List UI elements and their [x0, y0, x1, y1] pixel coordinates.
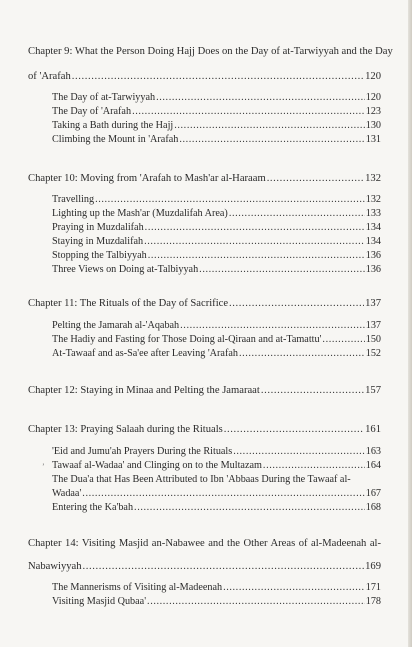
page-number: 161 [365, 424, 381, 435]
page-number: 136 [365, 250, 381, 261]
toc-entry[interactable] [52, 488, 381, 499]
entry-title: Climbing the Mount in 'Arafah [52, 134, 179, 145]
page-spine-shadow [408, 0, 412, 647]
page-number: 168 [365, 502, 381, 513]
entry-title: Taking a Bath during the Hajj [52, 120, 174, 131]
leader-dots [145, 222, 365, 233]
entry-title: Tawaaf al-Wadaa' and Clinging on to the Multazam [52, 460, 262, 471]
entry-title: The Day of 'Arafah [52, 106, 132, 117]
chapter-title: Chapter 12: Staying in Minaa and Pelting the Jamaraat [28, 385, 260, 396]
toc-entry[interactable] [52, 236, 381, 247]
entry-title: The Hadiy and Fasting for Those Doing al-Qiraan and at-Tamattu' [52, 334, 322, 345]
page-number: 120 [365, 71, 381, 82]
toc-entry-chapter-9[interactable] [28, 71, 381, 82]
toc-entry-chapter-12[interactable] [28, 385, 381, 396]
toc-entry[interactable] [52, 134, 381, 145]
chapter-title: Chapter 11: The Rituals of the Day of Sacrifice [28, 298, 229, 309]
toc-entry[interactable] [52, 348, 381, 359]
page-number: 136 [365, 264, 381, 275]
chapter-14-title-line1: Chapter 14: Visiting Masjid an-Nabawee and the Other Areas of al-Madeenah al- [28, 538, 381, 549]
page-number: 132 [365, 173, 381, 184]
toc-entry[interactable] [52, 320, 381, 331]
entry-title: Lighting up the Mash'ar (Muzdalifah Area) [52, 208, 228, 219]
leader-dots [179, 134, 364, 145]
entry-title: Entering the Ka'bah [52, 502, 134, 513]
page-number: 123 [365, 106, 381, 117]
entry-title: Praying in Muzdalifah [52, 222, 144, 233]
toc-entry-chapter-11[interactable] [28, 298, 381, 309]
entry-title: Visiting Masjid Qubaa' [52, 596, 147, 607]
toc-entry[interactable] [52, 106, 381, 117]
leader-dots [261, 385, 364, 396]
toc-entry[interactable] [52, 208, 381, 219]
leader-dots [148, 250, 365, 261]
page-number: 134 [365, 236, 381, 247]
leader-dots [95, 194, 365, 205]
leader-dots [147, 596, 365, 607]
leader-dots [156, 92, 365, 103]
toc-entry[interactable] [52, 460, 381, 471]
leader-dots [263, 460, 365, 471]
toc-entry-chapter-13[interactable] [28, 424, 381, 435]
page-number: 120 [365, 92, 381, 103]
chapter-9-title-line1: Chapter 9: What the Person Doing Hajj Does on the Day of at-Tarwiyyah and the Day [28, 46, 393, 57]
page-number: 137 [365, 320, 381, 331]
toc-entry[interactable] [52, 596, 381, 607]
entry-title: Three Views on Doing at-Talbiyyah [52, 264, 199, 275]
page-number: 157 [365, 385, 381, 396]
entry-title-line1: The Dua'a that Has Been Attributed to Ibn 'Abbaas During the Tawaaf al- [52, 474, 351, 485]
toc-entry[interactable] [52, 582, 381, 593]
leader-dots [83, 561, 365, 572]
chapter-title: Chapter 13: Praying Salaah during the Rituals [28, 424, 223, 435]
leader-dots [144, 236, 365, 247]
leader-dots [267, 173, 364, 184]
page-number: 152 [365, 348, 381, 359]
leader-dots [134, 502, 365, 513]
toc-entry[interactable] [52, 264, 381, 275]
chapter-9-title-line2: of 'Arafah [28, 71, 71, 82]
entry-title: Pelting the Jamarah al-'Aqabah [52, 320, 180, 331]
leader-dots [229, 208, 365, 219]
toc-entry[interactable] [52, 222, 381, 233]
toc-entry[interactable] [52, 194, 381, 205]
leader-dots [224, 424, 364, 435]
leader-dots [72, 71, 364, 82]
leader-dots [82, 488, 364, 499]
page-number: 163 [365, 446, 381, 457]
toc-entry[interactable] [52, 502, 381, 513]
leader-dots [322, 334, 364, 345]
page-number: 131 [365, 134, 381, 145]
leader-dots [223, 582, 365, 593]
leader-dots [233, 446, 364, 457]
chapter-14-title-line2: Nabawiyyah [28, 561, 82, 572]
toc-entry-chapter-14[interactable] [28, 561, 381, 572]
page-number: 164 [365, 460, 381, 471]
page-number: 137 [365, 298, 381, 309]
entry-title: Wadaa' [52, 488, 82, 499]
page-number: 150 [365, 334, 381, 345]
page-number: 169 [365, 561, 381, 572]
entry-title: Stopping the Talbiyyah [52, 250, 147, 261]
toc-entry[interactable] [52, 250, 381, 261]
entry-title: The Day of at-Tarwiyyah [52, 92, 156, 103]
page-number: 130 [365, 120, 381, 131]
leader-dots [239, 348, 365, 359]
leader-dots [174, 120, 364, 131]
stray-mark: ’ [42, 462, 45, 471]
toc-entry[interactable] [52, 334, 381, 345]
page-number: 134 [365, 222, 381, 233]
entry-title: 'Eid and Jumu'ah Prayers During the Rituals [52, 446, 233, 457]
page-number: 133 [365, 208, 381, 219]
leader-dots [199, 264, 365, 275]
entry-title: The Mannerisms of Visiting al-Madeenah [52, 582, 223, 593]
entry-title: Staying in Muzdalifah [52, 236, 144, 247]
toc-entry[interactable] [52, 92, 381, 103]
page-number: 167 [365, 488, 381, 499]
entry-title: Travelling [52, 194, 95, 205]
leader-dots [229, 298, 364, 309]
leader-dots [180, 320, 365, 331]
toc-entry-chapter-10[interactable] [28, 173, 381, 184]
leader-dots [132, 106, 365, 117]
page-number: 178 [365, 596, 381, 607]
page-number: 171 [365, 582, 381, 593]
chapter-title: Chapter 10: Moving from 'Arafah to Mash'ar al-Haraam [28, 173, 266, 184]
page-number: 132 [365, 194, 381, 205]
toc-entry[interactable] [52, 120, 381, 131]
toc-entry[interactable] [52, 446, 381, 457]
entry-title: At-Tawaaf and as-Sa'ee after Leaving 'Arafah [52, 348, 238, 359]
